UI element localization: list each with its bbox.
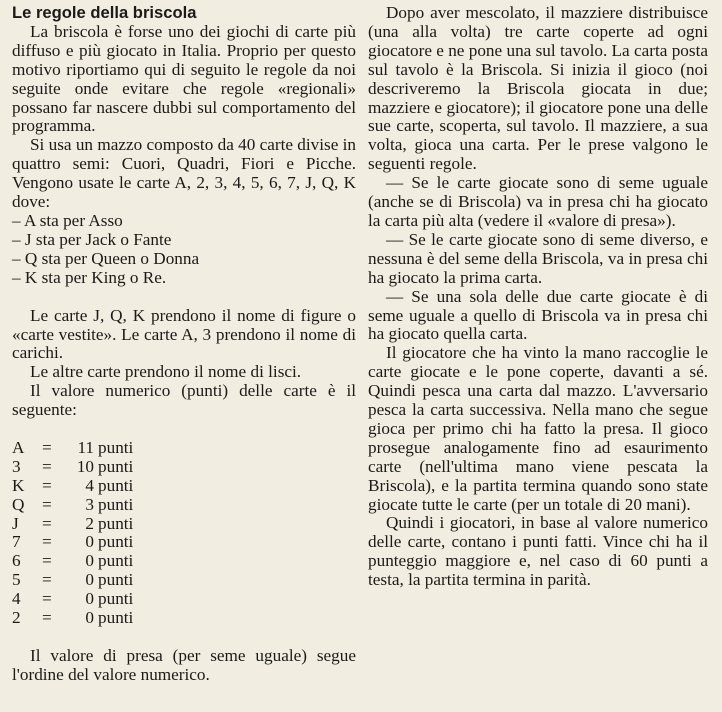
- list-item: – J sta per Jack o Fante: [12, 229, 172, 249]
- article-title: Le regole della briscola: [12, 3, 197, 22]
- points-cell: 0: [85, 532, 94, 552]
- table-row: [12, 590, 356, 609]
- card-cell: 5: [12, 570, 21, 590]
- points-cell: 10: [76, 456, 94, 476]
- rule-briscola-suit: — Se una sola delle due carte giocate è di seme uguale a quello di Briscola va in presa chi ha giocato quella carta.: [368, 286, 708, 344]
- unit-cell: punti: [98, 513, 134, 533]
- equals-cell: =: [42, 608, 52, 628]
- table-row: [12, 552, 356, 571]
- unit-cell: punti: [98, 589, 134, 609]
- spacer: [12, 628, 356, 647]
- rule-same-suit: — Se le carte giocate sono di seme uguale (anche se di Briscola) va in presa chi ha giocato la carta più alta (vedere il «valore di presa»).: [368, 173, 708, 230]
- card-cell: 2: [12, 608, 21, 628]
- left-column: [12, 4, 356, 685]
- paragraph-lisci: Le altre carte prendono il nome di lisci.: [30, 362, 302, 382]
- table-row: [12, 477, 356, 496]
- equals-cell: =: [42, 532, 52, 552]
- card-abbreviation-list: [12, 212, 356, 288]
- paragraph-capture-order: Il valore di presa (per seme uguale) segue l'ordine del valore numerico.: [12, 645, 356, 684]
- paragraph-winner-hand: Il giocatore che ha vinto la mano raccoglie le carte giocate e le pone coperte, davanti a sé. Quindi pesca una carta dal mazzo. L'avversario pesca la carta successiva. Nella mano che segue gioca per primo chi ha fatto la presa. Il gioco prosegue analogamente fino ad esaurimento carte (nell'ultima mano viene pescata la Briscola), e la partita termina quando sono state giocate tutte le carte (per un totale di 20 mani).: [368, 343, 708, 514]
- table-row: [12, 533, 356, 552]
- card-cell: K: [12, 475, 25, 495]
- list-item: – A sta per Asso: [12, 210, 123, 230]
- card-cell: 3: [12, 456, 21, 476]
- points-cell: 0: [85, 608, 94, 628]
- rule-different-suit: — Se le carte giocate sono di seme diverso, e nessuna è del seme della Briscola, va in presa chi ha giocato la prima carta.: [368, 229, 708, 287]
- points-cell: 2: [85, 513, 94, 533]
- unit-cell: punti: [98, 551, 134, 571]
- unit-cell: punti: [98, 456, 134, 476]
- table-row: [12, 571, 356, 590]
- paragraph-points-intro: Il valore numerico (punti) delle carte è il seguente:: [12, 381, 356, 420]
- table-row: [12, 458, 356, 477]
- equals-cell: =: [42, 551, 52, 571]
- points-cell: 4: [85, 475, 94, 495]
- points-cell: 11: [77, 438, 94, 458]
- unit-cell: punti: [98, 608, 134, 628]
- unit-cell: punti: [98, 494, 134, 514]
- unit-cell: punti: [98, 570, 134, 590]
- points-table: [12, 439, 356, 628]
- card-cell: A: [12, 438, 25, 458]
- paragraph-scoring: Quindi i giocatori, in base al valore numerico delle carte, contano i punti fatti. Vince chi ha il punteggio maggiore e, nel caso di 60 punti a testa, la partita termina in parità.: [368, 513, 708, 590]
- equals-cell: =: [42, 456, 52, 476]
- paragraph-intro: La briscola è forse uno dei giochi di carte più diffuso e più giocato in Italia. Proprio per questo motivo riportiamo qui di seguito le regole da noi seguite onde evitare che regole «regionali» possano far nascere dubbi sul comportamento del programma.: [12, 21, 356, 136]
- points-cell: 3: [85, 494, 94, 514]
- spacer: [12, 288, 356, 307]
- card-cell: J: [12, 513, 19, 533]
- equals-cell: =: [42, 570, 52, 590]
- table-row: [12, 515, 356, 534]
- card-cell: 4: [12, 589, 21, 609]
- equals-cell: =: [42, 494, 52, 514]
- paragraph-figures: Le carte J, Q, K prendono il nome di figure o «carte vestite». Le carte A, 3 prendono il nome di carichi.: [12, 305, 356, 363]
- points-cell: 0: [85, 551, 94, 571]
- points-cell: 0: [85, 570, 94, 590]
- table-row: [12, 496, 356, 515]
- table-row: [12, 439, 356, 458]
- card-cell: 7: [12, 532, 21, 552]
- card-cell: 6: [12, 551, 21, 571]
- list-item: – K sta per King o Re.: [12, 267, 167, 287]
- equals-cell: =: [42, 589, 52, 609]
- card-cell: Q: [12, 494, 25, 514]
- equals-cell: =: [42, 513, 52, 533]
- points-cell: 0: [85, 589, 94, 609]
- equals-cell: =: [42, 475, 52, 495]
- equals-cell: =: [42, 438, 52, 458]
- unit-cell: punti: [98, 438, 134, 458]
- unit-cell: punti: [98, 475, 134, 495]
- right-column: [368, 4, 708, 590]
- paragraph-deck: Si usa un mazzo composto da 40 carte divise in quattro semi: Cuori, Quadri, Fiori e Picche. Vengono usate le carte A, 2, 3, 4, 5, 6, 7, J, Q, K dove:: [12, 135, 357, 212]
- unit-cell: punti: [98, 532, 134, 552]
- paragraph-deal: Dopo aver mescolato, il mazziere distribuisce (una alla volta) tre carte coperte ad ogni giocatore e ne pone una sul tavolo. La carta posta sul tavolo è la Briscola. Si inizia il gioco (noi descriveremo la Briscola giocata in due; mazziere e giocatore); il giocatore pone una delle sue carte, scoperta, sul tavolo. Il mazziere, a sua volta, gioca una carta. Per le prese valgono le seguenti regole.: [368, 3, 708, 174]
- table-row: [12, 609, 356, 628]
- spacer: [12, 420, 356, 439]
- list-item: – Q sta per Queen o Donna: [12, 248, 200, 268]
